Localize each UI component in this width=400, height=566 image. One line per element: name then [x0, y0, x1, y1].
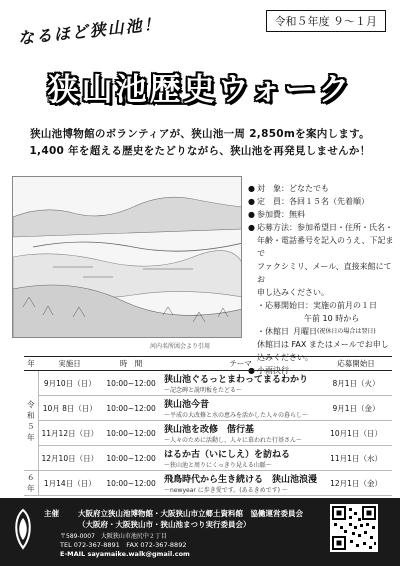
table-row [24, 471, 392, 496]
period-badge: 令和５年度 ９～１月 [266, 10, 387, 32]
info-closed-line-2: 休館日は FAX またはメールでお申し [257, 340, 389, 349]
event-date: 11月12日（日） [38, 421, 101, 446]
event-info [248, 182, 396, 377]
info-closed-line-3: 込みください。 [257, 353, 313, 362]
event-theme: 飛鳥時代から生き続ける 狭山池浪漫 ～newyear に歩き愛です。(あるきめです) ～ [161, 471, 320, 496]
tel-fax: TEL 072-367-8891 FAX 072-367-8892 [60, 541, 187, 549]
apply-date: 9月1日（金） [320, 396, 392, 421]
organizer-line-1: 大阪府立狭山池博物館・大阪狭山市立郷土資料館 協働運営委員会 [78, 509, 303, 518]
event-date: 1月14日（日） [38, 471, 101, 496]
illustration-caption: 河内名所図会より引用 [150, 343, 211, 350]
lead-line-1: 狭山池博物館のボランティアが、狭山池一周 2,850mを案内します。 [30, 128, 370, 140]
bullet-icon: ● [248, 197, 255, 206]
header-date: 実施日 [38, 357, 101, 371]
apply-date: 11月1日（水） [320, 446, 392, 471]
table-row [24, 446, 392, 471]
info-rain: ● 小雨決行 [248, 366, 289, 375]
schedule-header-row [24, 357, 392, 371]
email-link[interactable]: E-MAIL sayamaike.walk@gmail.com [60, 550, 190, 558]
page-title: 狭山池歴史ウォーク [47, 72, 353, 108]
bullet-icon: ● [248, 223, 255, 232]
bullet-icon: ● [248, 184, 255, 193]
tagline: なるほど狭山池！ [17, 13, 163, 48]
info-apply: ● 応募方法： 参加希望日・住所・氏名・ [248, 223, 393, 232]
event-time: 10:00~12:00 [101, 421, 161, 446]
lead-text [0, 126, 400, 160]
event-theme: 狭山池を改修 偕行基 ～人々のために活動し、人々に慕われた行基さん～ [161, 421, 320, 446]
apply-date: 8月1日（火） [320, 371, 392, 396]
event-date: 10月 8日（日） [38, 396, 101, 421]
header-apply-start: 応募開始日 [320, 357, 392, 371]
event-date: 9月10日（日） [38, 371, 101, 396]
table-row [24, 396, 392, 421]
footer [0, 498, 400, 566]
landscape-drawing [13, 177, 242, 338]
apply-date: 10月1日（日） [320, 421, 392, 446]
era-cell: ６年 [24, 471, 38, 496]
qr-code-icon[interactable] [330, 504, 378, 552]
info-apply-line-3: ファクシミリ、メール、直接来館にてお [257, 262, 392, 284]
address: 〒589-0007 大阪狭山市池尻中２丁目 [60, 533, 167, 540]
event-theme: 狭山池ぐるっとまわってまるわかり ～記念碑と説明板をたどる～ [161, 371, 320, 396]
table-row [24, 421, 392, 446]
event-time: 10:00~12:00 [101, 396, 161, 421]
header-time: 時 間 [101, 357, 161, 371]
header-year: 年 [24, 357, 38, 371]
organizer-line-2: （大阪府・大阪狭山市・狭山池まつり実行委員会） [78, 520, 251, 529]
era-cell: 令和５年 [24, 371, 38, 471]
bullet-icon: ● [248, 210, 255, 219]
info-start-time: 午前 10 時から [304, 314, 360, 323]
bullet-icon: ● [248, 366, 255, 375]
event-theme: 狭山池今昔 ～平成の大改修と水の恵みを活かした人々の暮らし～ [161, 396, 320, 421]
header [0, 0, 400, 120]
table-row [24, 371, 392, 396]
schedule-table [24, 356, 392, 496]
apply-date: 12月1日（金） [320, 471, 392, 496]
event-time: 10:00~12:00 [101, 371, 161, 396]
organizer-label: 主催 [44, 509, 59, 518]
landscape-illustration [12, 176, 242, 338]
lead-line-2: 1,400 年を超える歴史をたどりながら、狭山池を再発見しませんか！ [29, 145, 371, 157]
event-time: 10:00~12:00 [101, 446, 161, 471]
info-apply-line-2: 年齢・電話番号を記入のうえ、下記まで [257, 236, 394, 258]
event-theme: はるか古（いにしえ）を訪ねる ～狭山池と周りにくっきり見える山脈～ [161, 446, 320, 471]
info-apply-line-4: 申し込みください。 [257, 288, 329, 297]
museum-logo-icon [8, 506, 38, 552]
info-closed: ・休館日 月曜日 (祝休日の場合は翌日) [257, 327, 376, 336]
event-time: 10:00~12:00 [101, 471, 161, 496]
info-fee: ● 参加費： 無料 [248, 210, 305, 219]
info-capacity: ● 定 員： 各回１５名（先着順） [248, 197, 369, 206]
event-date: 12月10日（日） [38, 446, 101, 471]
info-start: ・応募開始日： 実施の前月の１日 [257, 301, 377, 310]
header-theme: テーマ [161, 357, 320, 371]
info-target: ● 対 象： どなたでも [248, 184, 329, 193]
